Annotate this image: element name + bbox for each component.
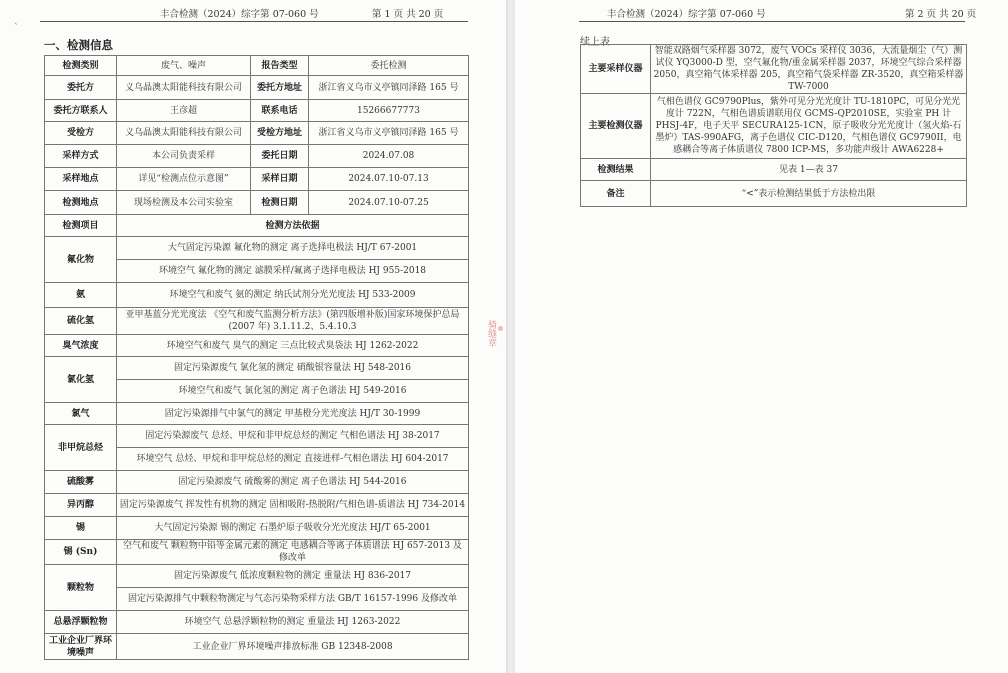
row-label: 主要采样仪器: [581, 45, 651, 94]
method-row: [45, 565, 469, 588]
method-basis: 大气固定污染源 氟化物的测定 离子选择电极法 HJ/T 67-2001: [117, 237, 469, 260]
info-value: 委托检测: [309, 56, 469, 76]
row-value: “<”表示检测结果低于方法检出限: [651, 181, 967, 207]
method-row: [45, 611, 469, 634]
info-row: [45, 100, 469, 122]
method-row: [45, 308, 469, 335]
header-rule: [579, 21, 965, 22]
info-label: 受检方: [45, 122, 117, 145]
method-row: [45, 517, 469, 540]
method-item: 总悬浮颗粒物: [45, 611, 117, 634]
info-label: 检测地点: [45, 191, 117, 215]
method-row: [45, 634, 469, 660]
row-label: 检测结果: [581, 159, 651, 181]
method-basis: 固定污染源废气 挥发性有机物的测定 固相吸附-热脱附/气相色谱-质谱法 HJ 734-2014: [117, 494, 469, 517]
method-item: 氨: [45, 283, 117, 308]
info-label: 委托方联系人: [45, 100, 117, 122]
method-basis: 固定污染源废气 总烃、甲烷和非甲烷总烃的测定 气相色谱法 HJ 38-2017: [117, 425, 469, 448]
method-item: 异丙醇: [45, 494, 117, 517]
info-value: 2024.07.10-07.25: [309, 191, 469, 215]
info-row: [45, 122, 469, 145]
method-basis: 环境空气和废气 氯化氢的测定 离子色谱法 HJ 549-2016: [117, 380, 469, 403]
method-row: [45, 471, 469, 494]
method-item: 非甲烷总烃: [45, 425, 117, 471]
continued-label: 续上表: [580, 37, 610, 48]
page-number: 第 1 页 共 20 页: [372, 9, 444, 20]
page-gutter: [506, 0, 515, 673]
info-value: 15266677773: [309, 100, 469, 122]
info-label: 采样日期: [251, 168, 309, 191]
info-value: 义乌晶澳太阳能科技有限公司: [117, 122, 251, 145]
method-basis: 固定污染源废气 低浓度颗粒物的测定 重量法 HJ 836-2017: [117, 565, 469, 588]
info-label: 受检方地址: [251, 122, 309, 145]
instrument-table: [580, 44, 967, 207]
method-basis: 环境空气和废气 氨的测定 纳氏试剂分光光度法 HJ 533-2009: [117, 283, 469, 308]
row-label: 主要检测仪器: [581, 94, 651, 159]
method-basis: 环境空气和废气 臭气的测定 三点比较式臭袋法 HJ 1262-2022: [117, 335, 469, 357]
method-row: [45, 357, 469, 380]
info-label: 委托方: [45, 76, 117, 100]
info-label: 采样地点: [45, 168, 117, 191]
method-item: 氟化物: [45, 237, 117, 283]
info-value: 本公司负责采样: [117, 145, 251, 168]
row-value: 智能双路烟气采样器 3072，废气 VOCs 采样仪 3036，大流量烟尘（气）测试仪 YQ3000-D 型，空气氟化物/重金属采样器 2037，环境空气综合采样器 2050，真空箱气体采样器 205，真空箱气袋采样器 ZR-3520，真空箱采样器 TW-7000: [651, 45, 967, 94]
stamp-dot: [498, 326, 503, 331]
method-row: [45, 540, 469, 565]
info-value: 现场检测及本公司实验室: [117, 191, 251, 215]
seam-stamp: 骑缝章: [486, 320, 496, 347]
method-basis: 工业企业厂界环境噪声排放标准 GB 12348-2008: [117, 634, 469, 660]
info-label: 检测类别: [45, 56, 117, 76]
info-value: 浙江省义乌市义亭镇同泽路 165 号: [309, 122, 469, 145]
header-rule: [40, 21, 468, 22]
info-value: 2024.07.08: [309, 145, 469, 168]
method-basis: 固定污染源废气 氯化氢的测定 硝酸银容量法 HJ 548-2016: [117, 357, 469, 380]
method-item: 锡: [45, 517, 117, 540]
info-row: [45, 145, 469, 168]
method-row: [45, 425, 469, 448]
method-basis: 环境空气 总悬浮颗粒物的测定 重量法 HJ 1263-2022: [117, 611, 469, 634]
method-item: 硫酸雾: [45, 471, 117, 494]
method-basis: 亚甲基蓝分光光度法 《空气和废气监测分析方法》(第四版增补版)国家环境保护总局 (2007 年) 3.1.11.2、5.4.10.3: [117, 308, 469, 335]
method-basis: 空气和废气 颗粒物中铅等金属元素的测定 电感耦合等离子体质谱法 HJ 657-2013 及修改单: [117, 540, 469, 565]
method-basis: 大气固定污染源 锡的测定 石墨炉原子吸收分光光度法 HJ/T 65-2001: [117, 517, 469, 540]
method-item: 氯化氢: [45, 357, 117, 403]
continued-row: [581, 159, 967, 181]
method-col-basis-header: 检测方法依据: [117, 215, 469, 237]
method-item: 颗粒物: [45, 565, 117, 611]
report-number: 丰合检测（2024）综字第 07-060 号: [160, 9, 319, 20]
info-value: 详见“检测点位示意图”: [117, 168, 251, 191]
info-label: 采样方式: [45, 145, 117, 168]
scan-mark: 、: [14, 17, 24, 27]
info-row: [45, 191, 469, 215]
detection-info-table: [44, 55, 469, 660]
method-row: [45, 494, 469, 517]
method-basis: 固定污染源废气 硫酸雾的测定 离子色谱法 HJ 544-2016: [117, 471, 469, 494]
info-value: 义乌晶澳太阳能科技有限公司: [117, 76, 251, 100]
info-label: 委托日期: [251, 145, 309, 168]
info-value: 浙江省义乌市义亭镇同泽路 165 号: [309, 76, 469, 100]
method-basis: 环境空气 氟化物的测定 滤膜采样/氟离子选择电极法 HJ 955-2018: [117, 260, 469, 283]
info-row: [45, 56, 469, 76]
method-item: 工业企业厂界环境噪声: [45, 634, 117, 660]
info-value: 2024.07.10-07.13: [309, 168, 469, 191]
row-value: 见表 1—表 37: [651, 159, 967, 181]
method-item: 锡 (Sn): [45, 540, 117, 565]
info-value: 王彦超: [117, 100, 251, 122]
method-row: [45, 237, 469, 260]
report-page-2: [515, 0, 1008, 673]
method-row: [45, 283, 469, 308]
report-number: 丰合检测（2024）综字第 07-060 号: [607, 9, 766, 20]
method-col-item-header: 检测项目: [45, 215, 117, 237]
info-label: 委托方地址: [251, 76, 309, 100]
continued-row: [581, 45, 967, 94]
info-value: 废气、噪声: [117, 56, 251, 76]
method-item: 硫化氢: [45, 308, 117, 335]
method-basis: 环境空气 总烃、甲烷和非甲烷总烃的测定 直接进样-气相色谱法 HJ 604-2017: [117, 448, 469, 471]
row-value: 气相色谱仪 GC9790Plus，紫外可见分光光度计 TU-1810PC，可见分光光度计 722N，气相色谱质谱联用仪 GCMS-QP2010SE，实验室 PH 计 PHSJ-4F，电子天平 SECURA125-1CN，原子吸收分光光度计（氢火焰-石墨炉）TAS-990AFG，离子色谱仪 CIC-D120，气相色谱仪 GC9790II，电感耦合等离子体质谱仪 7800 ICP-MS，多功能声级计 AWA6228+: [651, 94, 967, 159]
method-item: 氯气: [45, 403, 117, 425]
continued-row: [581, 181, 967, 207]
method-basis: 固定污染源排气中氯气的测定 甲基橙分光光度法 HJ/T 30-1999: [117, 403, 469, 425]
method-row: [45, 403, 469, 425]
method-row: [45, 335, 469, 357]
row-label: 备注: [581, 181, 651, 207]
info-row: [45, 168, 469, 191]
info-label: 联系电话: [251, 100, 309, 122]
page-number: 第 2 页 共 20 页: [905, 9, 977, 20]
method-item: 臭气浓度: [45, 335, 117, 357]
method-basis: 固定污染源排气中颗粒物测定与气态污染物采样方法 GB/T 16157-1996 及修改单: [117, 588, 469, 611]
section-title: 一、检测信息: [44, 38, 113, 52]
info-row: [45, 76, 469, 100]
continued-row: [581, 94, 967, 159]
info-label: 报告类型: [251, 56, 309, 76]
info-label: 检测日期: [251, 191, 309, 215]
